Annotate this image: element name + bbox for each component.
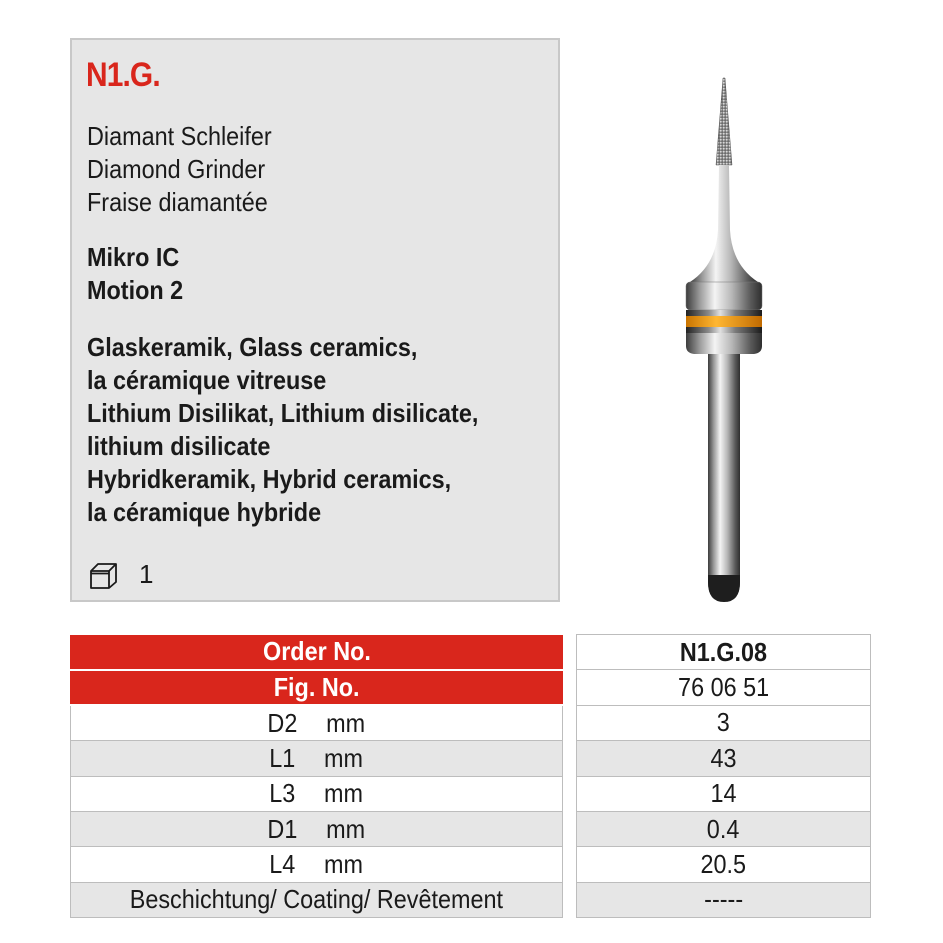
table-value-cell: N1.G.08 <box>577 635 871 670</box>
table-label-cell: L3 mm <box>71 776 563 811</box>
table-value-cell: 0.4 <box>577 811 871 846</box>
table-value-cell: 76 06 51 <box>577 670 871 705</box>
table-value-cell: 14 <box>577 776 871 811</box>
table-row-order-no <box>71 635 871 670</box>
package-quantity-value: 1 <box>139 559 154 589</box>
table-label-cell: L4 mm <box>71 847 563 882</box>
table-row <box>71 705 871 740</box>
table-value-cell: 20.5 <box>577 847 871 882</box>
product-names <box>87 120 272 219</box>
table-row <box>71 847 871 882</box>
box-icon <box>89 560 119 590</box>
table-row <box>71 811 871 846</box>
table-value-cell: 43 <box>577 741 871 776</box>
table-label-cell: Fig. No. <box>71 670 563 705</box>
table-label-cell: Order No. <box>71 635 563 670</box>
material-line: Lithium Disilikat, Lithium disilicate, <box>87 398 479 428</box>
machine-list <box>87 241 183 307</box>
table-value-cell: 3 <box>577 705 871 740</box>
product-info-panel <box>70 38 560 602</box>
machine-item: Mikro IC <box>87 242 180 272</box>
table-label-cell: D1 mm <box>71 811 563 846</box>
table-value-cell: ----- <box>577 882 871 917</box>
table-row <box>71 776 871 811</box>
specification-table <box>70 634 871 918</box>
product-image-area <box>660 70 800 610</box>
product-name-de: Diamant Schleifer <box>87 121 272 151</box>
table-label-cell: Beschichtung/ Coating/ Revêtement <box>71 882 563 917</box>
material-line: Glaskeramik, Glass ceramics, <box>87 332 418 362</box>
table-row-coating <box>71 882 871 917</box>
product-code-title: N1.G. <box>86 56 160 94</box>
material-line: la céramique vitreuse <box>87 365 327 395</box>
table-label-cell: D2 mm <box>71 705 563 740</box>
material-line: Hybridkeramik, Hybrid ceramics, <box>87 464 452 494</box>
table-row <box>71 741 871 776</box>
product-name-fr: Fraise diamantée <box>87 187 268 217</box>
product-name-en: Diamond Grinder <box>87 154 266 184</box>
material-list <box>87 331 478 529</box>
table-row-fig-no <box>71 670 871 705</box>
diamond-bur-image <box>660 70 800 610</box>
table-label-cell: L1 mm <box>71 741 563 776</box>
material-line: lithium disilicate <box>87 431 271 461</box>
package-quantity <box>89 559 153 590</box>
machine-item: Motion 2 <box>87 275 184 305</box>
material-line: la céramique hybride <box>87 497 322 527</box>
